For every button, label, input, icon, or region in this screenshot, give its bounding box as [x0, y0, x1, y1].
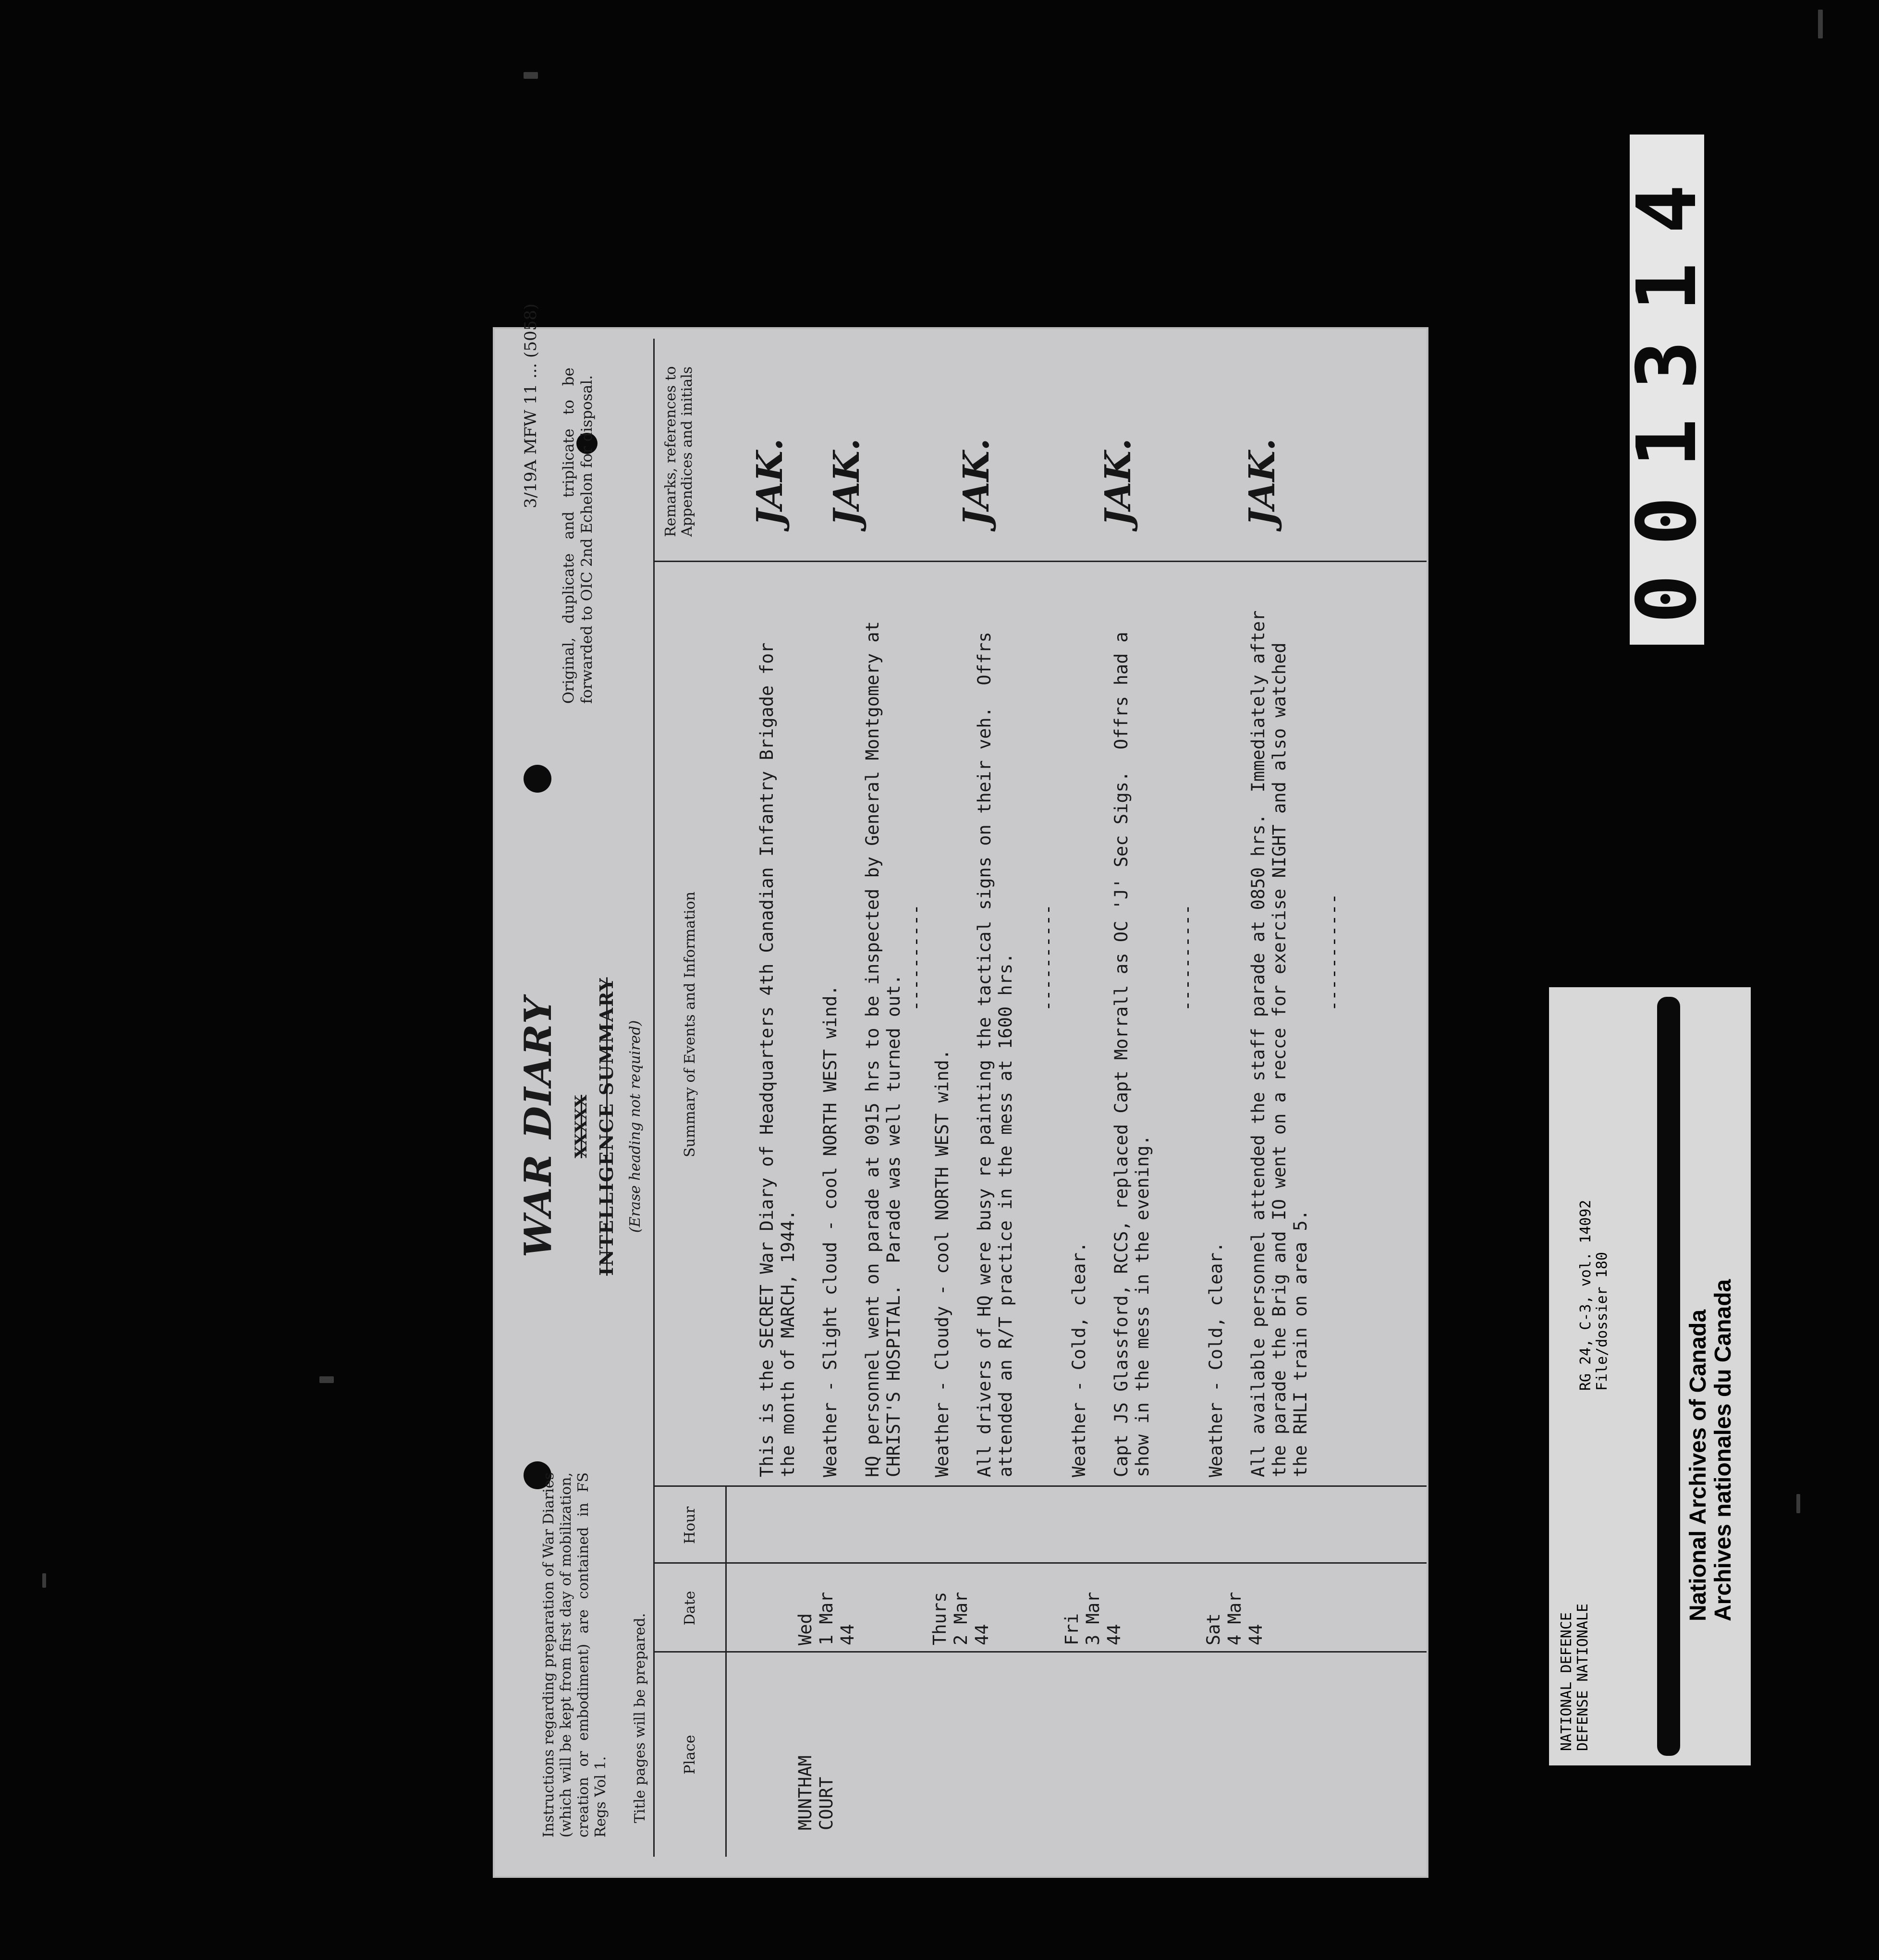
department-name — [1559, 1604, 1591, 1751]
archival-reference — [1578, 1200, 1611, 1391]
department-en: NATIONAL DEFENCE — [1558, 1612, 1575, 1751]
film-speck — [1796, 1494, 1800, 1513]
entry-text: This is the SECRET War Diary of Headquarters 4th Canadian Infantry Brigade for the month of MARCH, 1944. Weather - Slight cloud - cool NORTH WEST wind. HQ personnel went on parade at 0915 hrs to be inspected by General Montgomery at CHRIST'S HOSPITAL. Parade was well turned out. — [756, 621, 904, 1477]
film-speck — [524, 72, 538, 79]
department-fr: DEFENSE NATIONALE — [1574, 1603, 1591, 1751]
entry-text: Weather - Cold, clear. All available personnel attended the staff parade at 0850 hrs. Immediately after the parade the Brig and IO went on a recce for exercise NIGHT and also watched the RHLI train on area 5. — [1206, 610, 1311, 1477]
frame-number-text: 001314 — [1619, 155, 1715, 624]
record-group-ref: RG 24, C-3, vol. 14092 — [1577, 1200, 1594, 1391]
form-code: 3/19A MFW 11 ... (5058) — [521, 303, 540, 509]
disposal-note: Original, duplicate and triplicate to be forwarded to OIC 2nd Echelon for disposal. — [560, 368, 596, 704]
handwritten-initials: JAK. — [826, 438, 867, 526]
entry-date: Wed 1 Mar 44 — [795, 1592, 858, 1645]
entry-text: Weather - Cloudy - cool NORTH WEST wind. All drivers of HQ were busy re painting the tactical signs on their veh. Offrs attended an R/T practice in the mess at 1600 hrs. — [932, 632, 1016, 1477]
instructions-text: Instructions regarding preparation of War Diaries (which will be kept from first day of mobilization, creation or embodiment) are contained in FS Regs Vol 1. — [540, 1472, 609, 1838]
handwritten-initials: JAK. — [1242, 438, 1283, 526]
punch-hole-right — [524, 765, 551, 793]
column-header-summary: Summary of Events and Information — [682, 891, 698, 1158]
file-ref: File/dossier 180 — [1594, 1252, 1611, 1391]
handwritten-initials: JAK. — [956, 438, 997, 526]
column-header-date: Date — [682, 1591, 698, 1626]
table-header-line — [653, 339, 655, 1857]
microfilm-frame-number — [1619, 135, 1715, 645]
entry-date: Fri 3 Mar 44 — [1062, 1592, 1124, 1645]
film-speck — [1818, 10, 1823, 38]
handwritten-initials: JAK. — [1098, 438, 1139, 526]
label-band — [1657, 997, 1680, 1756]
archives-name-fr: Archives nationales du Canada — [1710, 1279, 1736, 1621]
archives-name — [1686, 1279, 1736, 1621]
page-title: WAR DIARY — [516, 995, 560, 1258]
entry-separator: ---------- — [905, 904, 926, 1011]
struck-heading-intelligence-summary: INTELLIGENCE SUMMARY — [596, 977, 617, 1276]
entry-date: Sat 4 Mar 44 — [1203, 1592, 1266, 1645]
entry-separator: ---------- — [1037, 904, 1058, 1011]
column-header-place: Place — [682, 1735, 698, 1775]
entry-separator: ----------- — [1323, 893, 1344, 1011]
archive-reference-label — [1549, 987, 1751, 1765]
entry-text: Weather - Cold, clear. Capt JS Glassford, RCCS, replaced Capt Morrall as OC 'J' Sec Sigs. Offrs had a show in the mess in the evening. — [1069, 632, 1153, 1477]
title-pages-note: Title pages will be prepared. — [632, 1613, 648, 1823]
handwritten-initials: JAK. — [749, 438, 791, 526]
film-speck — [42, 1573, 46, 1588]
column-divider — [653, 1562, 1427, 1564]
place-entry: MUNTHAM COURT — [795, 1755, 837, 1830]
column-header-remarks: Remarks, references to Appendices and initials — [662, 366, 695, 537]
entry-date: Thurs 2 Mar 44 — [929, 1592, 992, 1645]
erase-heading-note: (Erase heading not required) — [627, 1020, 644, 1233]
table-subheader-line — [725, 1487, 727, 1857]
film-speck — [319, 1376, 334, 1383]
war-diary-page — [495, 303, 1427, 1876]
archives-name-en: National Archives of Canada — [1685, 1309, 1711, 1621]
entry-separator: ---------- — [1177, 904, 1197, 1011]
column-divider — [653, 561, 1427, 562]
column-header-hour: Hour — [682, 1507, 698, 1544]
struck-heading-short: XXXXX — [572, 1095, 591, 1158]
column-divider — [653, 1651, 1427, 1653]
column-divider — [653, 1485, 1427, 1487]
